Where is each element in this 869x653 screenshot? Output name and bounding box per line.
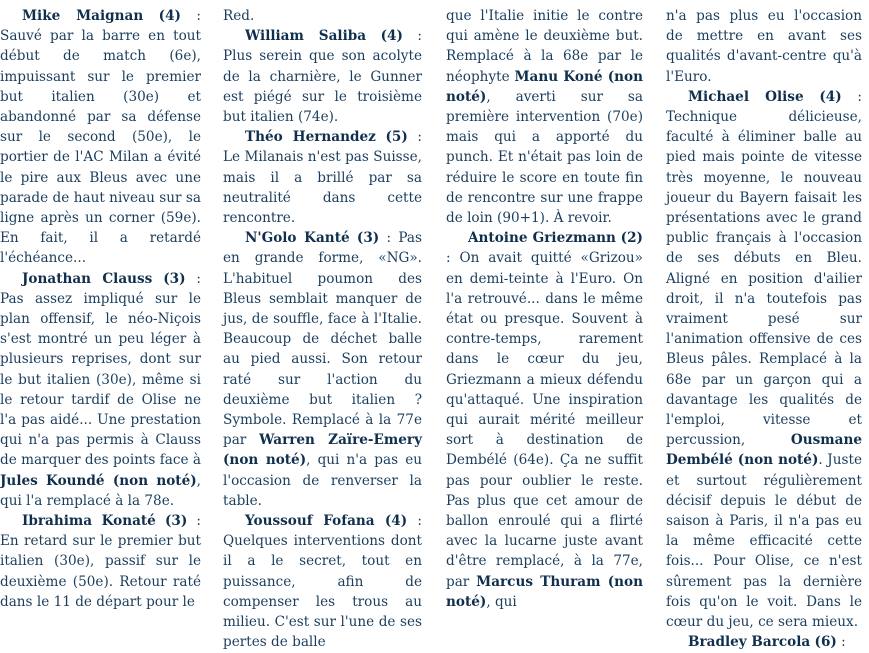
rating-text-after: , qui [486,593,517,610]
player-rating-paragraph [223,127,422,228]
rating-text: : Quelques interventions dont il a le secret, tout en puissance, afin de compenser les trous au milieu. C'est sur l'une de ses pertes de balle [223,513,423,651]
rating-text: : Technique délicieuse, faculté à éliminer balle au pied mais pointe de vitesse très moyenne, le nouveau joueur du Bayern faisait les présentations avec le grand public français à l'occasion de ses débuts en Bleu. Aligné en position d'ailier droit, il n'a toutefois pas vraiment pesé sur l'animation offensive de ces Bleus pâles. Remplacé à la 68e par un garçon qui a davantage les qualités de l'emploi, vitesse et percussion, [666,88,862,449]
substitute-name: Marcus Thuram (non noté) [446,573,643,610]
substitute-name: Ousmane Dembélé (non noté) [666,432,862,469]
player-score: (4) [384,513,408,530]
article-column-4 [666,6,862,653]
player-score: (3) [356,230,380,247]
article-column-1 [0,6,201,612]
player-rating-paragraph [446,228,643,612]
rating-text: : Pas assez impliqué sur le plan offensif, le néo-Niçois s'est montré un peu léger à plusieurs reprises, dont sur le but italien (30e), même si le retour tardif de Olise ne l'a pas aidé... Une prestation qui n'a pas permis à Clauss de marquer des points face à [0,270,202,469]
player-rating-paragraph [223,26,422,127]
article-column-2 [223,6,422,653]
player-score: (4) [819,88,842,105]
player-score: (2) [620,230,643,247]
player-name: Youssouf Fofana [245,513,375,530]
substitute-name: Manu Koné (non noté) [446,68,644,105]
player-name: N'Golo Kanté [245,230,350,247]
continued-text-end: , averti sur sa première intervention (70e) mais qui a apporté du punch. Et n'était pas loin de réduire le score en toute fin de rencontre sur une frappe de loin (90+1). À revoir. [446,88,643,227]
player-rating-paragraph [223,511,422,652]
player-name: Jonathan Clauss [22,270,153,287]
player-name: Bradley Barcola [688,634,811,651]
continued-text: n'a pas plus eu l'occasion de mettre en avant ses qualités d'avant-centre qu'à l'Euro. [666,8,862,85]
rating-text: : En retard sur le premier but italien (30e), passif sur le deuxième (50e). Retour raté dans le 11 de départ pour le [0,513,202,610]
player-name: Mike Maignan [22,8,144,24]
player-rating-paragraph [0,511,201,612]
player-name: Théo Hernandez [245,129,376,146]
player-score: (4) [380,28,403,45]
rating-text: : Sauvé par la barre en tout début de match (6e), impuissant sur le premier but italien (30e) et abandonné par sa défense sur le second (50e), le portier de l'AC Milan a évité le pire aux Bleus avec une parade de haut niveau sur sa ligne après un corner (59e). En fait, il a retardé l'échéance... [0,8,201,267]
player-score: (3) [164,513,188,530]
rating-text: : Plus serein que son acolyte de la charnière, le Gunner est piégé sur le troisième but italien (74e). [223,28,422,126]
rating-text: : Le Milanais n'est pas Suisse, mais il a brillé par sa neutralité dans cette rencontre. [223,129,422,227]
continued-text: Red. [223,8,255,24]
player-name: Antoine Griezmann [468,230,616,247]
rating-text-after: , qui n'a pas eu l'occasion de renverser la table. [223,452,423,509]
substitute-name: Warren Zaïre-Emery (non noté) [223,432,422,469]
player-name: William Saliba [245,28,367,45]
player-score: (3) [163,270,186,287]
player-score: (4) [158,8,181,24]
substitute-name: Jules Koundé (non noté) [0,472,197,489]
rating-text-after: , qui l'a remplacé à la 78e. [0,472,201,509]
rating-text: : [836,634,846,651]
player-score: (6) [814,634,837,651]
continued-text-start: que l'Italie initie le contre qui amène le deuxième but. Remplacé à la 68e par le néophyte [446,8,643,85]
rating-text: : Pas en grande forme, «NG». L'habituel poumon des Bleus semblait manquer de jus, de souffle, face à l'Italie. Beaucoup de déchet balle au pied aussi. Son retour raté sur l'action du deuxième but italien ? Symbole. Remplacé à la 77e par [223,230,422,449]
player-rating-paragraph [666,632,862,652]
article-column-3 [446,6,643,612]
player-rating-paragraph [223,228,422,511]
player-name: Ibrahima Konaté [22,513,156,530]
player-rating-paragraph [0,269,201,511]
continued-text [446,6,643,228]
player-name: Michael Olise [688,88,804,105]
rating-text-after: . Juste et surtout régulièrement décisif depuis le début de saison à Paris, il n'a pas eu la même efficacité cette fois... Pour Olise, ce n'est sûrement pas la dernière fois qu'on le voit. Dans le cœur du jeu, ce sera mieux. [666,452,862,631]
player-rating-paragraph [666,87,862,632]
rating-text: : On avait quitté «Grizou» en demi-teinte à l'Euro. On l'a retrouvé... dans le même état ou presque. Souvent à contre-temps, rarement dans le cœur du jeu, Griezmann a mieux défendu qu'attaqué. Une inspiration qui aurait mérité meilleur sort à destination de Dembélé (64e). Ça ne suffit pas pour oublier le reste. Pas plus que cet amour de ballon enroulé qui a flirté avec la lucarne juste avant d'être remplacé, à la 77e, par [446,250,643,590]
player-rating-paragraph [0,6,201,269]
player-score: (5) [385,129,408,146]
